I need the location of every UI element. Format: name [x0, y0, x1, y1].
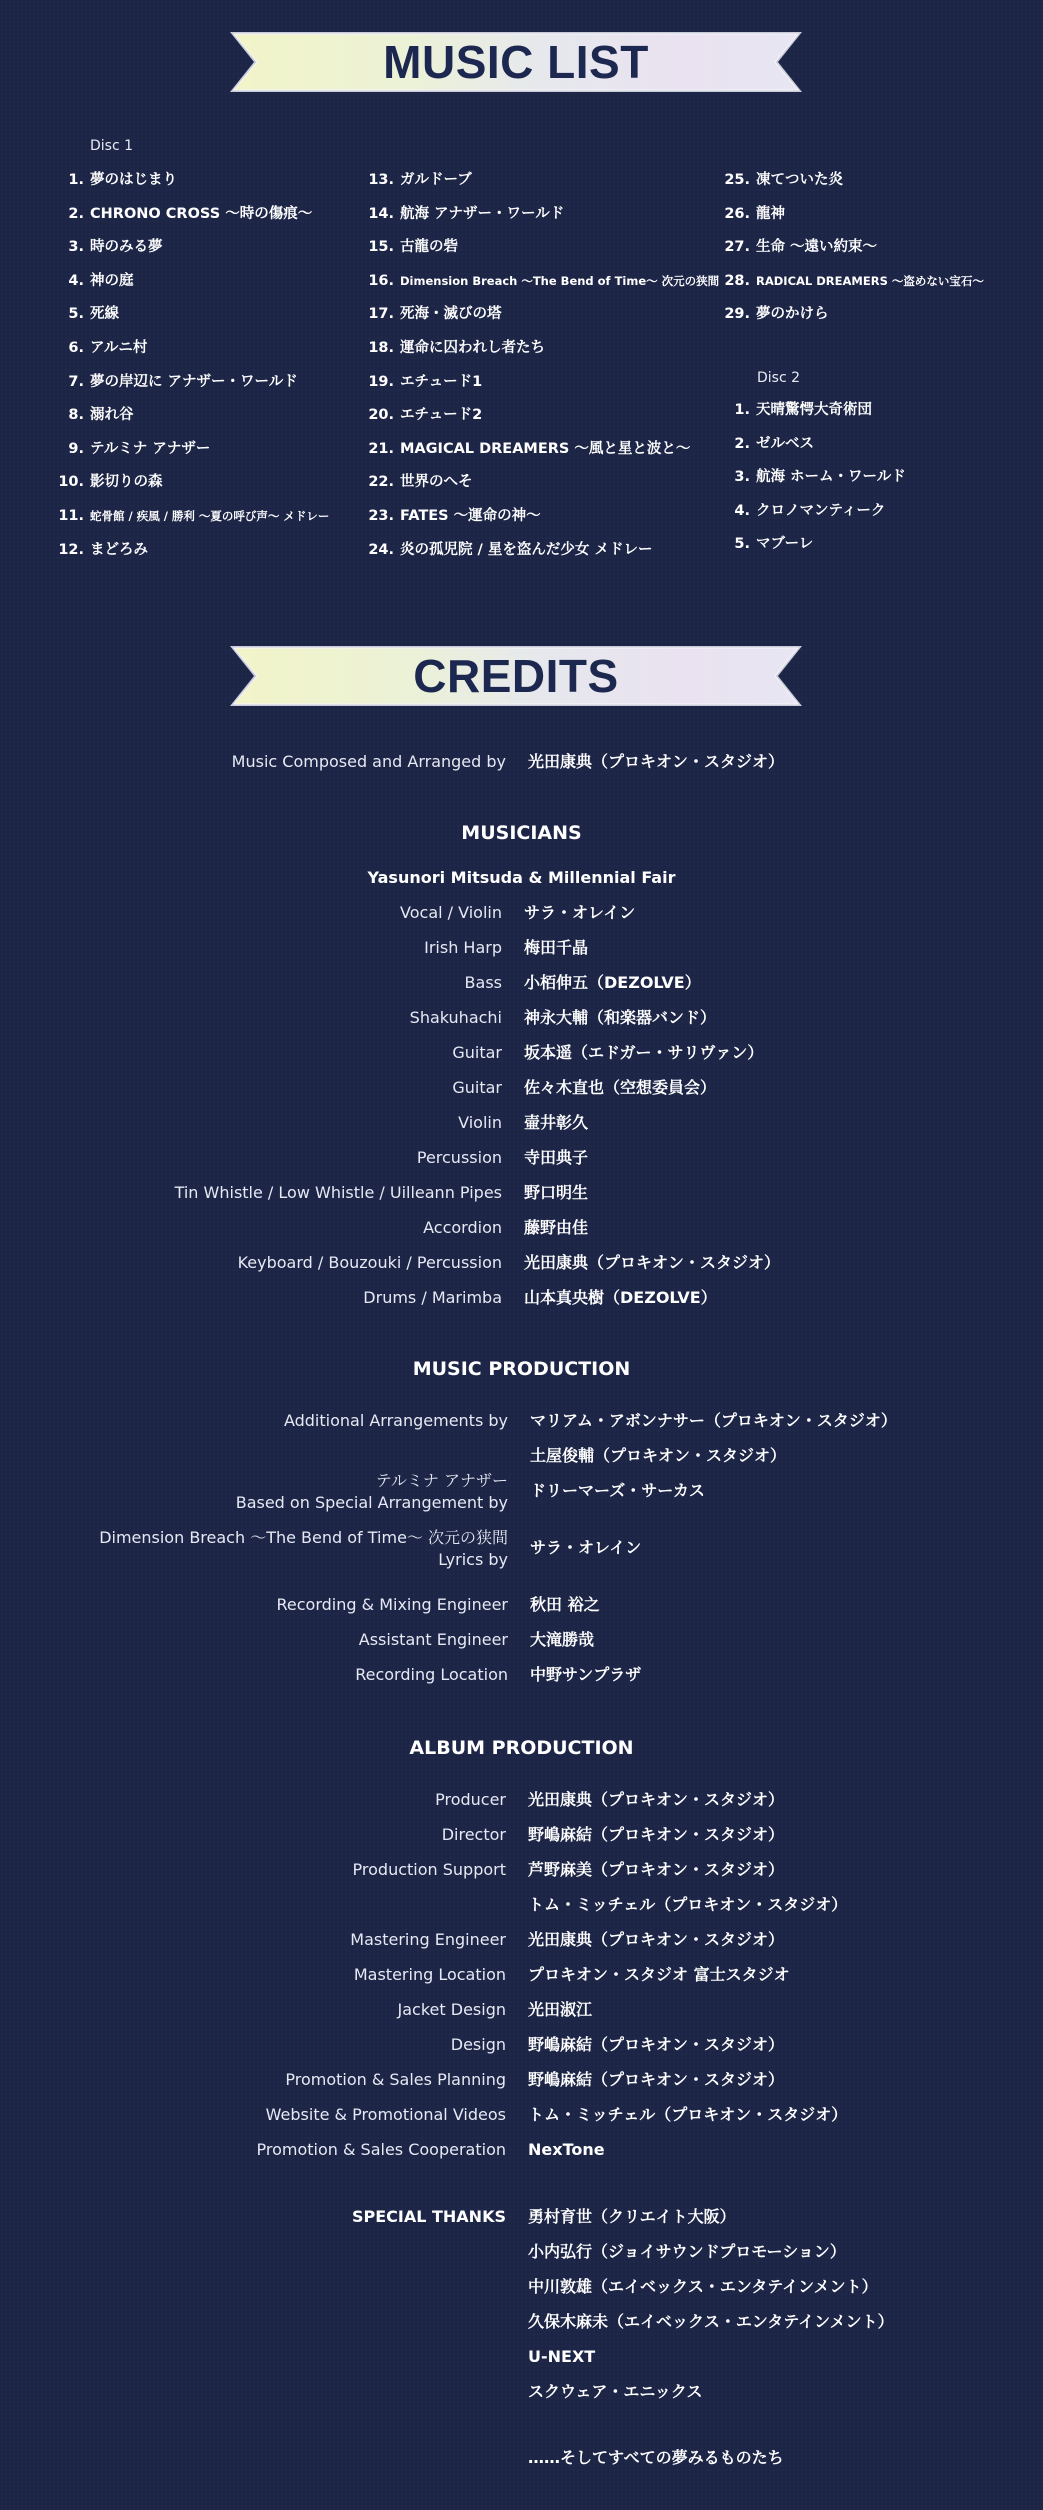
credit-row	[0, 2105, 1043, 2140]
track-item	[368, 231, 728, 265]
credit-role: Director	[441, 1825, 506, 1844]
credit-name: 大滝勝哉	[530, 1630, 595, 1649]
credit-row	[0, 1411, 1043, 1446]
track-item	[368, 332, 728, 366]
track-item	[724, 495, 1024, 529]
track-title: FATES ～運命の神～	[400, 507, 541, 524]
track-number: 18.	[368, 339, 394, 356]
credit-row	[0, 938, 1043, 973]
credit-row	[0, 1078, 1043, 1113]
credit-role: Violin	[458, 1113, 502, 1132]
credit-row	[0, 1446, 1043, 1481]
credit-row	[0, 1825, 1043, 1860]
credit-role: Recording & Mixing Engineer	[276, 1595, 508, 1614]
album-production-heading: ALBUM PRODUCTION	[409, 1737, 634, 1759]
track-item	[58, 433, 378, 467]
track-item	[724, 428, 1024, 462]
track-item	[724, 164, 1024, 198]
credit-row	[0, 1790, 1043, 1825]
credit-row	[0, 1288, 1043, 1323]
track-number: 16.	[368, 272, 394, 289]
credit-name: 神永大輔（和楽器バンド）	[524, 1008, 717, 1027]
credit-row	[0, 1895, 1043, 1930]
track-item	[58, 366, 378, 400]
thanks-name: 中川敦雄（エイベックス・エンタテインメント）	[528, 2277, 878, 2296]
credit-name: 光田康典（プロキオン・スタジオ）	[524, 1253, 781, 1272]
special-thanks-heading: SPECIAL THANKS	[351, 2207, 506, 2226]
credit-name: 山本真央樹（DEZOLVE）	[524, 1288, 717, 1307]
credit-name: 土屋俊輔（プロキオン・スタジオ）	[530, 1446, 787, 1465]
thanks-row	[0, 2207, 1043, 2242]
credit-row	[0, 1471, 1043, 1516]
track-item	[58, 265, 378, 299]
musicians-heading: MUSICIANS	[461, 822, 582, 844]
track-item	[368, 198, 728, 232]
track-number: 8.	[68, 407, 84, 424]
credit-row	[0, 2000, 1043, 2035]
track-number: 27.	[724, 239, 750, 256]
track-number: 20.	[368, 407, 394, 424]
credit-role: Percussion	[416, 1148, 502, 1167]
track-title: アルニ村	[90, 339, 148, 356]
track-item	[368, 366, 728, 400]
credit-name: ドリーマーズ・サーカス	[530, 1481, 705, 1500]
track-number: 14.	[368, 205, 394, 222]
track-title: ゼルベス	[756, 435, 814, 452]
track-number: 7.	[68, 373, 84, 390]
track-item	[368, 534, 728, 568]
track-title: MAGICAL DREAMERS ～風と星と波と～	[400, 440, 691, 457]
credit-role: Additional Arrangements by	[283, 1411, 508, 1430]
tracklist-col1	[58, 164, 378, 567]
track-title: エチュード2	[400, 407, 483, 424]
track-number: 19.	[368, 373, 394, 390]
credit-role: Bass	[464, 973, 502, 992]
track-number: 15.	[368, 239, 394, 256]
credit-name: NexTone	[528, 2140, 605, 2159]
credit-name: 梅田千晶	[524, 938, 589, 957]
track-item	[58, 500, 378, 534]
credit-role: Dimension Breach ～The Bend of Time～ 次元の狭間	[99, 1528, 508, 1547]
track-number: 26.	[724, 205, 750, 222]
track-title: 時のみる夢	[90, 239, 163, 256]
track-number: 2.	[734, 435, 750, 452]
credit-role-line2: Lyrics by	[438, 1550, 508, 1569]
track-number: 13.	[368, 172, 394, 188]
track-title: 古龍の砦	[400, 239, 458, 256]
track-number: 29.	[724, 306, 750, 323]
track-title: テルミナ アナザー	[90, 440, 211, 457]
credit-role: Jacket Design	[397, 2000, 506, 2019]
track-title: 生命 ～遠い約束～	[756, 239, 878, 256]
disc2-label: Disc 2	[757, 370, 801, 386]
track-item	[58, 534, 378, 568]
credit-name: サラ・オレイン	[524, 903, 636, 922]
credit-role: Production Support	[352, 1860, 506, 1879]
track-number: 28.	[724, 272, 750, 289]
track-item	[368, 399, 728, 433]
credit-name: 野嶋麻結（プロキオン・スタジオ）	[528, 1825, 785, 1844]
track-number: 23.	[368, 507, 394, 524]
track-number: 9.	[68, 440, 84, 457]
track-title: クロノマンティーク	[756, 502, 886, 519]
credit-row	[0, 903, 1043, 938]
track-title: RADICAL DREAMERS ～盗めない宝石～	[756, 273, 984, 288]
track-item	[368, 298, 728, 332]
track-title: CHRONO CROSS ～時の傷痕～	[90, 205, 313, 222]
credit-row	[0, 1930, 1043, 1965]
track-number: 11.	[58, 507, 84, 524]
track-item	[58, 231, 378, 265]
thanks-row	[0, 2277, 1043, 2312]
composer-row	[0, 752, 1043, 787]
music-list-banner	[228, 30, 804, 94]
track-item	[368, 164, 728, 198]
track-title: 夢のはじまり	[90, 172, 177, 188]
credit-role: Promotion & Sales Planning	[285, 2070, 506, 2089]
track-number: 6.	[68, 339, 84, 356]
credit-role: Website & Promotional Videos	[265, 2105, 506, 2124]
thanks-row	[0, 2382, 1043, 2417]
track-number: 21.	[368, 440, 394, 457]
music-production-heading: MUSIC PRODUCTION	[412, 1358, 631, 1380]
track-item	[368, 433, 728, 467]
credit-row	[0, 1008, 1043, 1043]
credit-role: Vocal / Violin	[400, 903, 502, 922]
thanks-name: U-NEXT	[528, 2347, 596, 2366]
disc1-label: Disc 1	[90, 138, 134, 154]
track-number: 4.	[68, 272, 84, 289]
credit-role: Recording Location	[355, 1665, 508, 1684]
credit-role: Accordion	[423, 1218, 502, 1237]
track-number: 3.	[68, 239, 84, 256]
credit-row	[0, 1965, 1043, 2000]
credit-name: 光田淑江	[528, 2000, 593, 2019]
track-title: まどろみ	[90, 541, 148, 558]
track-item	[724, 461, 1024, 495]
credit-role-line2: Based on Special Arrangement by	[235, 1493, 508, 1512]
track-number: 22.	[368, 474, 394, 491]
credit-row	[0, 1113, 1043, 1148]
thanks-name: スクウェア・エニックス	[528, 2382, 703, 2401]
credit-name: 野嶋麻結（プロキオン・スタジオ）	[528, 2070, 785, 2089]
credit-row	[0, 973, 1043, 1008]
track-title: 蛇骨館 / 疾風 / 勝利 ～夏の呼び声～ メドレー	[90, 508, 330, 523]
credit-row	[0, 2035, 1043, 2070]
track-number: 17.	[368, 306, 394, 323]
track-title: 凍てついた炎	[756, 172, 843, 188]
credit-row	[0, 1595, 1043, 1630]
track-number: 10.	[58, 474, 84, 491]
track-number: 4.	[734, 502, 750, 519]
credit-row	[0, 1148, 1043, 1183]
credit-name: 坂本遥（エドガー・サリヴァン）	[524, 1043, 764, 1062]
track-item	[724, 298, 1024, 332]
credit-role: Shakuhachi	[409, 1008, 502, 1027]
track-item	[724, 231, 1024, 265]
track-item	[724, 394, 1024, 428]
thanks-name: 久保木麻未（エイベックス・エンタテインメント）	[528, 2312, 894, 2331]
credit-role: Guitar	[452, 1043, 502, 1062]
track-item	[58, 466, 378, 500]
composer-role: Music Composed and Arranged by	[231, 752, 506, 771]
track-title: ガルドーブ	[400, 172, 472, 188]
track-title: 影切りの森	[90, 474, 163, 491]
credit-name: 光田康典（プロキオン・スタジオ）	[528, 1790, 785, 1809]
credit-name: トム・ミッチェル（プロキオン・スタジオ）	[528, 2105, 848, 2124]
composer-name: 光田康典（プロキオン・スタジオ）	[528, 752, 785, 771]
music-list-title: MUSIC LIST	[383, 36, 649, 88]
credit-row	[0, 1218, 1043, 1253]
track-title: 死線	[90, 306, 119, 323]
track-title: 世界のへそ	[400, 474, 473, 491]
credit-role: Tin Whistle / Low Whistle / Uilleann Pipes	[174, 1183, 502, 1202]
track-item	[724, 528, 1024, 562]
credit-row	[0, 1528, 1043, 1573]
credit-name: マリアム・アボンナサー（プロキオン・スタジオ）	[530, 1411, 897, 1430]
thanks-row	[0, 2242, 1043, 2277]
track-title: 炎の孤児院 / 星を盗んだ少女 メドレー	[400, 541, 653, 558]
credits-banner	[228, 644, 804, 708]
credit-name: 秋田 裕之	[530, 1595, 600, 1614]
closing-row	[0, 2448, 1043, 2483]
credit-role: Design	[450, 2035, 506, 2054]
credit-role: Drums / Marimba	[363, 1288, 502, 1307]
credit-role: Producer	[435, 1790, 506, 1809]
credit-name: 芦野麻美（プロキオン・スタジオ）	[528, 1860, 785, 1879]
track-title: 航海 アナザー・ワールド	[400, 205, 565, 222]
credit-role: Mastering Location	[353, 1965, 506, 1984]
credit-name: 藤野由佳	[524, 1218, 589, 1237]
credit-role: Promotion & Sales Cooperation	[256, 2140, 506, 2159]
tracklist-col2	[368, 164, 728, 567]
track-item	[724, 198, 1024, 232]
track-title: 夢の岸辺に アナザー・ワールド	[90, 373, 298, 390]
track-title: マブーレ	[756, 536, 814, 553]
thanks-row	[0, 2312, 1043, 2347]
credit-role: Keyboard / Bouzouki / Percussion	[237, 1253, 502, 1272]
credit-name: 野嶋麻結（プロキオン・スタジオ）	[528, 2035, 785, 2054]
credit-name: 野口明生	[524, 1183, 589, 1202]
track-title: 神の庭	[90, 272, 134, 289]
credit-name: 光田康典（プロキオン・スタジオ）	[528, 1930, 785, 1949]
track-number: 3.	[734, 469, 750, 486]
credit-name: 小栢伸五（DEZOLVE）	[524, 973, 701, 992]
track-number: 5.	[68, 306, 84, 323]
credit-role: Assistant Engineer	[358, 1630, 508, 1649]
closing-text: ……そしてすべての夢みるものたち	[528, 2448, 784, 2467]
track-item	[58, 198, 378, 232]
track-title: 夢のかけら	[756, 306, 829, 323]
credit-name: サラ・オレイン	[530, 1538, 642, 1557]
track-title: 航海 ホーム・ワールド	[756, 469, 906, 486]
track-title: 運命に囚われし者たち	[400, 339, 545, 356]
credit-role: Guitar	[452, 1078, 502, 1097]
credit-name: プロキオン・スタジオ 富士スタジオ	[528, 1965, 790, 1984]
credit-row	[0, 1665, 1043, 1700]
track-item	[58, 399, 378, 433]
track-number: 5.	[734, 536, 750, 553]
credit-row	[0, 2140, 1043, 2175]
track-number: 2.	[68, 205, 84, 222]
track-item	[58, 298, 378, 332]
track-number: 25.	[724, 172, 750, 188]
track-item	[58, 332, 378, 366]
credit-role: テルミナ アナザー	[375, 1471, 508, 1490]
tracklist-col3	[724, 164, 1024, 332]
track-item	[724, 265, 1024, 299]
thanks-name: 勇村育世（クリエイト大阪）	[528, 2207, 736, 2226]
thanks-name: 小内弘行（ジョイサウンドプロモーション）	[528, 2242, 846, 2261]
credit-row	[0, 1253, 1043, 1288]
track-item	[368, 500, 728, 534]
track-number: 24.	[368, 541, 394, 558]
track-title: 溺れ谷	[90, 407, 134, 424]
credit-row	[0, 1860, 1043, 1895]
credit-name: 佐々木直也（空想委員会）	[524, 1078, 717, 1097]
track-title: 天晴驚愕大奇術団	[756, 402, 872, 418]
credit-row	[0, 2070, 1043, 2105]
credit-name: 中野サンプラザ	[530, 1665, 642, 1684]
credit-name: 寺田典子	[524, 1148, 589, 1167]
track-item	[368, 466, 728, 500]
credit-role: Mastering Engineer	[350, 1930, 506, 1949]
thanks-row	[0, 2347, 1043, 2382]
credits-title: CREDITS	[413, 650, 619, 702]
track-title: 龍神	[756, 205, 785, 222]
track-item	[58, 164, 378, 198]
track-number: 1.	[734, 402, 750, 418]
track-number: 12.	[58, 541, 84, 558]
band-name: Yasunori Mitsuda & Millennial Fair	[367, 868, 676, 887]
credit-name: 壷井彰久	[524, 1113, 589, 1132]
credit-row	[0, 1043, 1043, 1078]
credit-name: トム・ミッチェル（プロキオン・スタジオ）	[528, 1895, 848, 1914]
tracklist-disc2	[724, 394, 1024, 562]
track-title: 死海・滅びの塔	[400, 306, 502, 323]
track-title: エチュード1	[400, 373, 483, 390]
credit-row	[0, 1630, 1043, 1665]
credit-row	[0, 1183, 1043, 1218]
track-number: 1.	[68, 172, 84, 188]
credit-role: Irish Harp	[424, 938, 502, 957]
track-item	[368, 265, 728, 299]
track-title: Dimension Breach ～The Bend of Time～ 次元の狭間	[400, 273, 720, 288]
